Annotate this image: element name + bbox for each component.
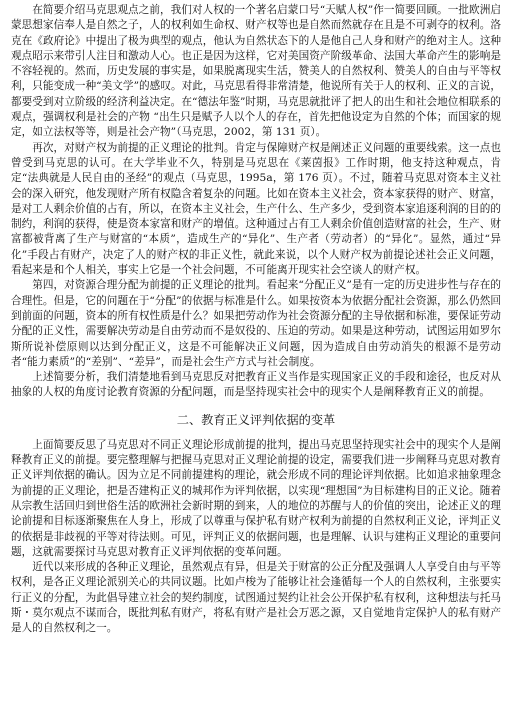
paragraph: 近代以来形成的各种正义理论，虽然观点有异，但是关于财富的公正分配及强调人人享受自由与平等权利，是各正义理论派别关心的共同议题。比如卢梭为了能够让社会逢循每一个人的自然权利，主张要实行正义的分配，为此倡导建立社会的契约制度，试图通过契约让社会公开保护私有权利，这种想法与托马斯・莫尔观点不谋而合，既批判私有财产，将私有财产是社会万恶之源，又自觉地肯定保护人的私有财产是人的自然权利之一。 bbox=[11, 561, 501, 635]
paragraph: 再次，对财产权为前提的正义理论的批判。肯定与保障财产权是阐述正义问题的重要线索。这一点也曾受到马克思的认可。在大学毕业不久，特别是马克思在《莱茵报》工作时期，他支持这种观点，肯定“法典就是人民自由的圣经”的观点（马克思，1995a，第 176 页）。不过，随着马克思对资本主义社会的深入研究，他发现财产所有权隐含着复杂的问题。比如在资本主义社会，资本家获得的财产、财富，是对工人剩余价值的占有，所以，在资本主义社会，生产什么、生产多少，受到资本家追逐利润的目的的制约，利润的获得，使是资本家富和财产的增值。这种通过占有工人剩余价值创造财富的社会，生产、财富都被背离了生产与财富的“本质”，造成生产的“异化”、生产者（劳动者）的“异化”。显然，通过“异化”手段占有财产，决定了人的财产权的非正义性，就此来说，以个人财产权为前提论述社会正义问题，看起来是和个人相关，事实上它是一个社会问题，不可能离开现实社会空谈人的财产权。 bbox=[11, 141, 501, 277]
paragraph: 上面简要反思了马克思对不同正义理论形成前提的批判，提出马克思坚持现实社会中的现实个人是阐释教育正义的前提。要完整理解与把握马克思对正义理论前提的设定，需要我们进一步阐释马克思对教育正义评判依据的确认。因为立足不同前提建构的理论，就会形成不同的理论评判依据。比如追求抽象理念为前提的正义理论，把是否建构正义的城邦作为评判依据，以实现“理想国”为目标建构目的正义论。随着从宗教生活回归到世俗生活的欧洲社会新时期的到来，人的地位的苏醒与人的价值的突出，论述正义的理论前提和目标逐渐聚焦在人身上，形成了以尊重与保护私有财产权利为前提的自然权利正义论，评判正义的依据是非歧视的平等对待法则。可见，评判正义的依据问题，也是理解、认识与建构正义理论的重要问题，这就需要探讨马克思对教育正义评判依据的变革问题。 bbox=[11, 438, 501, 558]
section-heading: 二、教育正义评判依据的变革 bbox=[176, 412, 336, 427]
paragraph: 第四，对资源合理分配为前提的正义理论的批判。看起来“分配正义”是有一定的历史进步性与存在的合理性。但是，它的问题在于“分配”的依据与标准是什么。如果按资本为依据分配社会资源，那么仍然回到前面的问题，资本的所有权性质是什么？如果把劳动作为社会资源分配的主导依据和标准，要保证劳动分配的正义性，需要解决劳动是自由劳动而不是奴役的、压迫的劳动。如果是这种劳动，试图运用如罗尔斯所说补偿原则以达到分配正义，这是不可能解决正义问题，因为造成自由劳动消失的根源不是劳动者“能力素质”的“差别”、“差异”，而是社会生产方式与社会制度。 bbox=[11, 279, 501, 368]
paragraph: 上述简要分析，我们清楚地看到马克思反对把教育正义当作是实现国家正义的手段和途径，也反对从抽象的人权的角度讨论教育资源的分配问题，而是坚持现实社会中的现实个人是阐释教育正义的前提。 bbox=[11, 371, 501, 399]
paragraph: 在简要介绍马克思观点之前，我们对人权的一个著名启蒙口号“天赋人权”作一简要回顾。一批欧洲启蒙思想家信奉人是自然之子，人的权利如生命权、财产权等也是自然而然就存在且是不可剥夺的权利。洛克在《政府论》中提出了极为典型的观点，他认为自然状态下的人是他自己人身和财产的绝对主人。这种观点昭示来带引人注目和激动人心。也正是因为这样，它对美国资产阶级革命、法国大革命产生的影响是不容轻视的。然而，历史发展的事实是，如果脱离现实生活，赞美人的自然权利、赞美人的自由与平等权利，只能变成一种“美文学”的感叹。对此，马克思看得非常清楚，他说所有关于人的权利、正义的言说，都要受到对立阶级的经济利益决定。在“德法年鉴”时期，马克思就批评了把人的出生和社会地位相联系的观点，强调权利是社会的产物 “出生只是赋予人以个人的存在，首先把他设定为自然的个体；而国家的规定，如立法权等等，则是社会产物”（马克思，2002，第 131 页）。 bbox=[11, 4, 501, 139]
